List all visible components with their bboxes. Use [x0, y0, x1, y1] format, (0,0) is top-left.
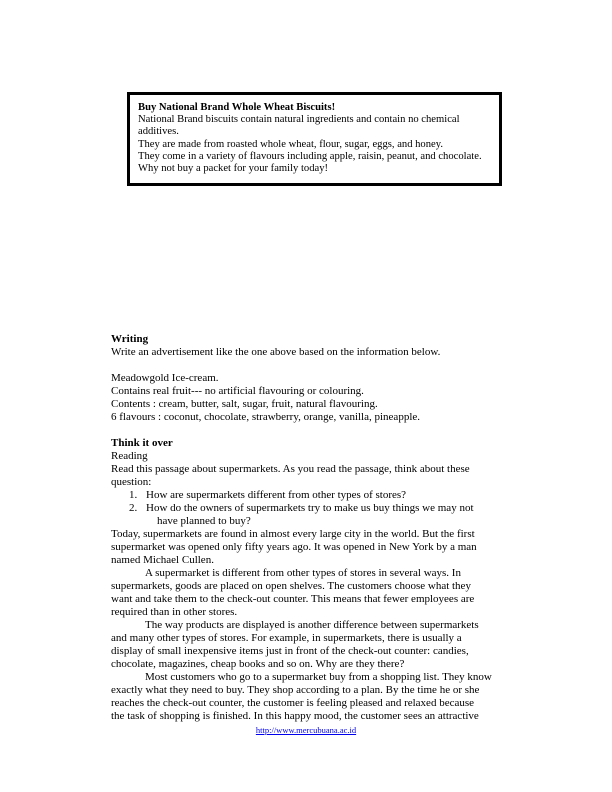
- paragraph-line: the task of shopping is finished. In this happy mood, the customer sees an attractive: [111, 710, 479, 722]
- question-text: How do the owners of supermarkets try to make us buy things we may not: [146, 502, 474, 514]
- paragraph-line: supermarket was opened only fifty years ago. It was opened in New York by a man: [111, 541, 477, 553]
- ad-line: Why not buy a packet for your family today!: [138, 163, 329, 175]
- paragraph-line: display of small inexpensive items just in front of the check-out counter: candies,: [111, 645, 469, 657]
- ad-headline: Buy National Brand Whole Wheat Biscuits!: [138, 102, 336, 113]
- intro-line: Read this passage about supermarkets. As you read the passage, think about these: [111, 463, 470, 475]
- question-list: [111, 489, 503, 528]
- question-item: [111, 502, 503, 515]
- paragraph-line: Most customers who go to a supermarket buy from a shopping list. They know: [145, 671, 492, 683]
- paragraph-line: exactly what they need to buy. They shop according to a plan. By the time he or she: [111, 684, 480, 696]
- paragraph-line: want and take them to the check-out counter. This means that fewer employees are: [111, 593, 475, 605]
- writing-heading: Writing: [111, 333, 149, 345]
- paragraph-line: and many other types of stores. For example, in supermarkets, there is usually a: [111, 632, 462, 644]
- question-item-continued: [111, 515, 503, 528]
- paragraph-line: The way products are displayed is another difference between supermarkets: [145, 619, 479, 631]
- footer-url-link[interactable]: http://www.mercubuana.ac.id: [255, 725, 357, 735]
- reading-subheading: Reading: [111, 450, 148, 462]
- intro-line: question:: [111, 476, 152, 488]
- info-line: Contents : cream, butter, salt, sugar, fruit, natural flavouring.: [111, 398, 378, 410]
- question-number: 1.: [129, 489, 138, 501]
- paragraph-line: chocolate, magazines, cheap books and so on. Why are they there?: [111, 658, 405, 670]
- paragraph-line: reaches the check-out counter, the customer is feeling pleased and relaxed because: [111, 697, 474, 709]
- question-text: How are supermarkets different from other types of stores?: [146, 489, 407, 501]
- question-number: 2.: [129, 502, 138, 514]
- advertisement-box: [127, 92, 502, 186]
- info-line: 6 flavours : coconut, chocolate, strawberry, orange, vanilla, pineapple.: [111, 411, 421, 423]
- paragraph-line: Today, supermarkets are found in almost every large city in the world. But the first: [111, 528, 475, 540]
- paragraph-line: required than in other stores.: [111, 606, 238, 618]
- question-text: have planned to buy?: [157, 515, 251, 527]
- paragraph-line: named Michael Cullen.: [111, 554, 214, 566]
- ad-line: They are made from roasted whole wheat, flour, sugar, eggs, and honey.: [138, 138, 443, 150]
- writing-instruction: Write an advertisement like the one above based on the information below.: [111, 346, 441, 358]
- info-line: Meadowgold Ice-cream.: [111, 372, 219, 384]
- paragraph-line: A supermarket is different from other types of stores in several ways. In: [145, 567, 461, 579]
- ad-line: They come in a variety of flavours including apple, raisin, peanut, and chocolate.: [138, 150, 482, 162]
- ad-line: additives.: [138, 126, 179, 138]
- paragraph-line: supermarkets, goods are placed on open shelves. The customers choose what they: [111, 580, 471, 592]
- document-body: [111, 333, 503, 723]
- info-line: Contains real fruit--- no artificial flavouring or colouring.: [111, 385, 364, 397]
- ad-line: National Brand biscuits contain natural ingredients and contain no chemical: [138, 114, 460, 126]
- question-item: [111, 489, 503, 502]
- think-heading: Think it over: [111, 437, 173, 449]
